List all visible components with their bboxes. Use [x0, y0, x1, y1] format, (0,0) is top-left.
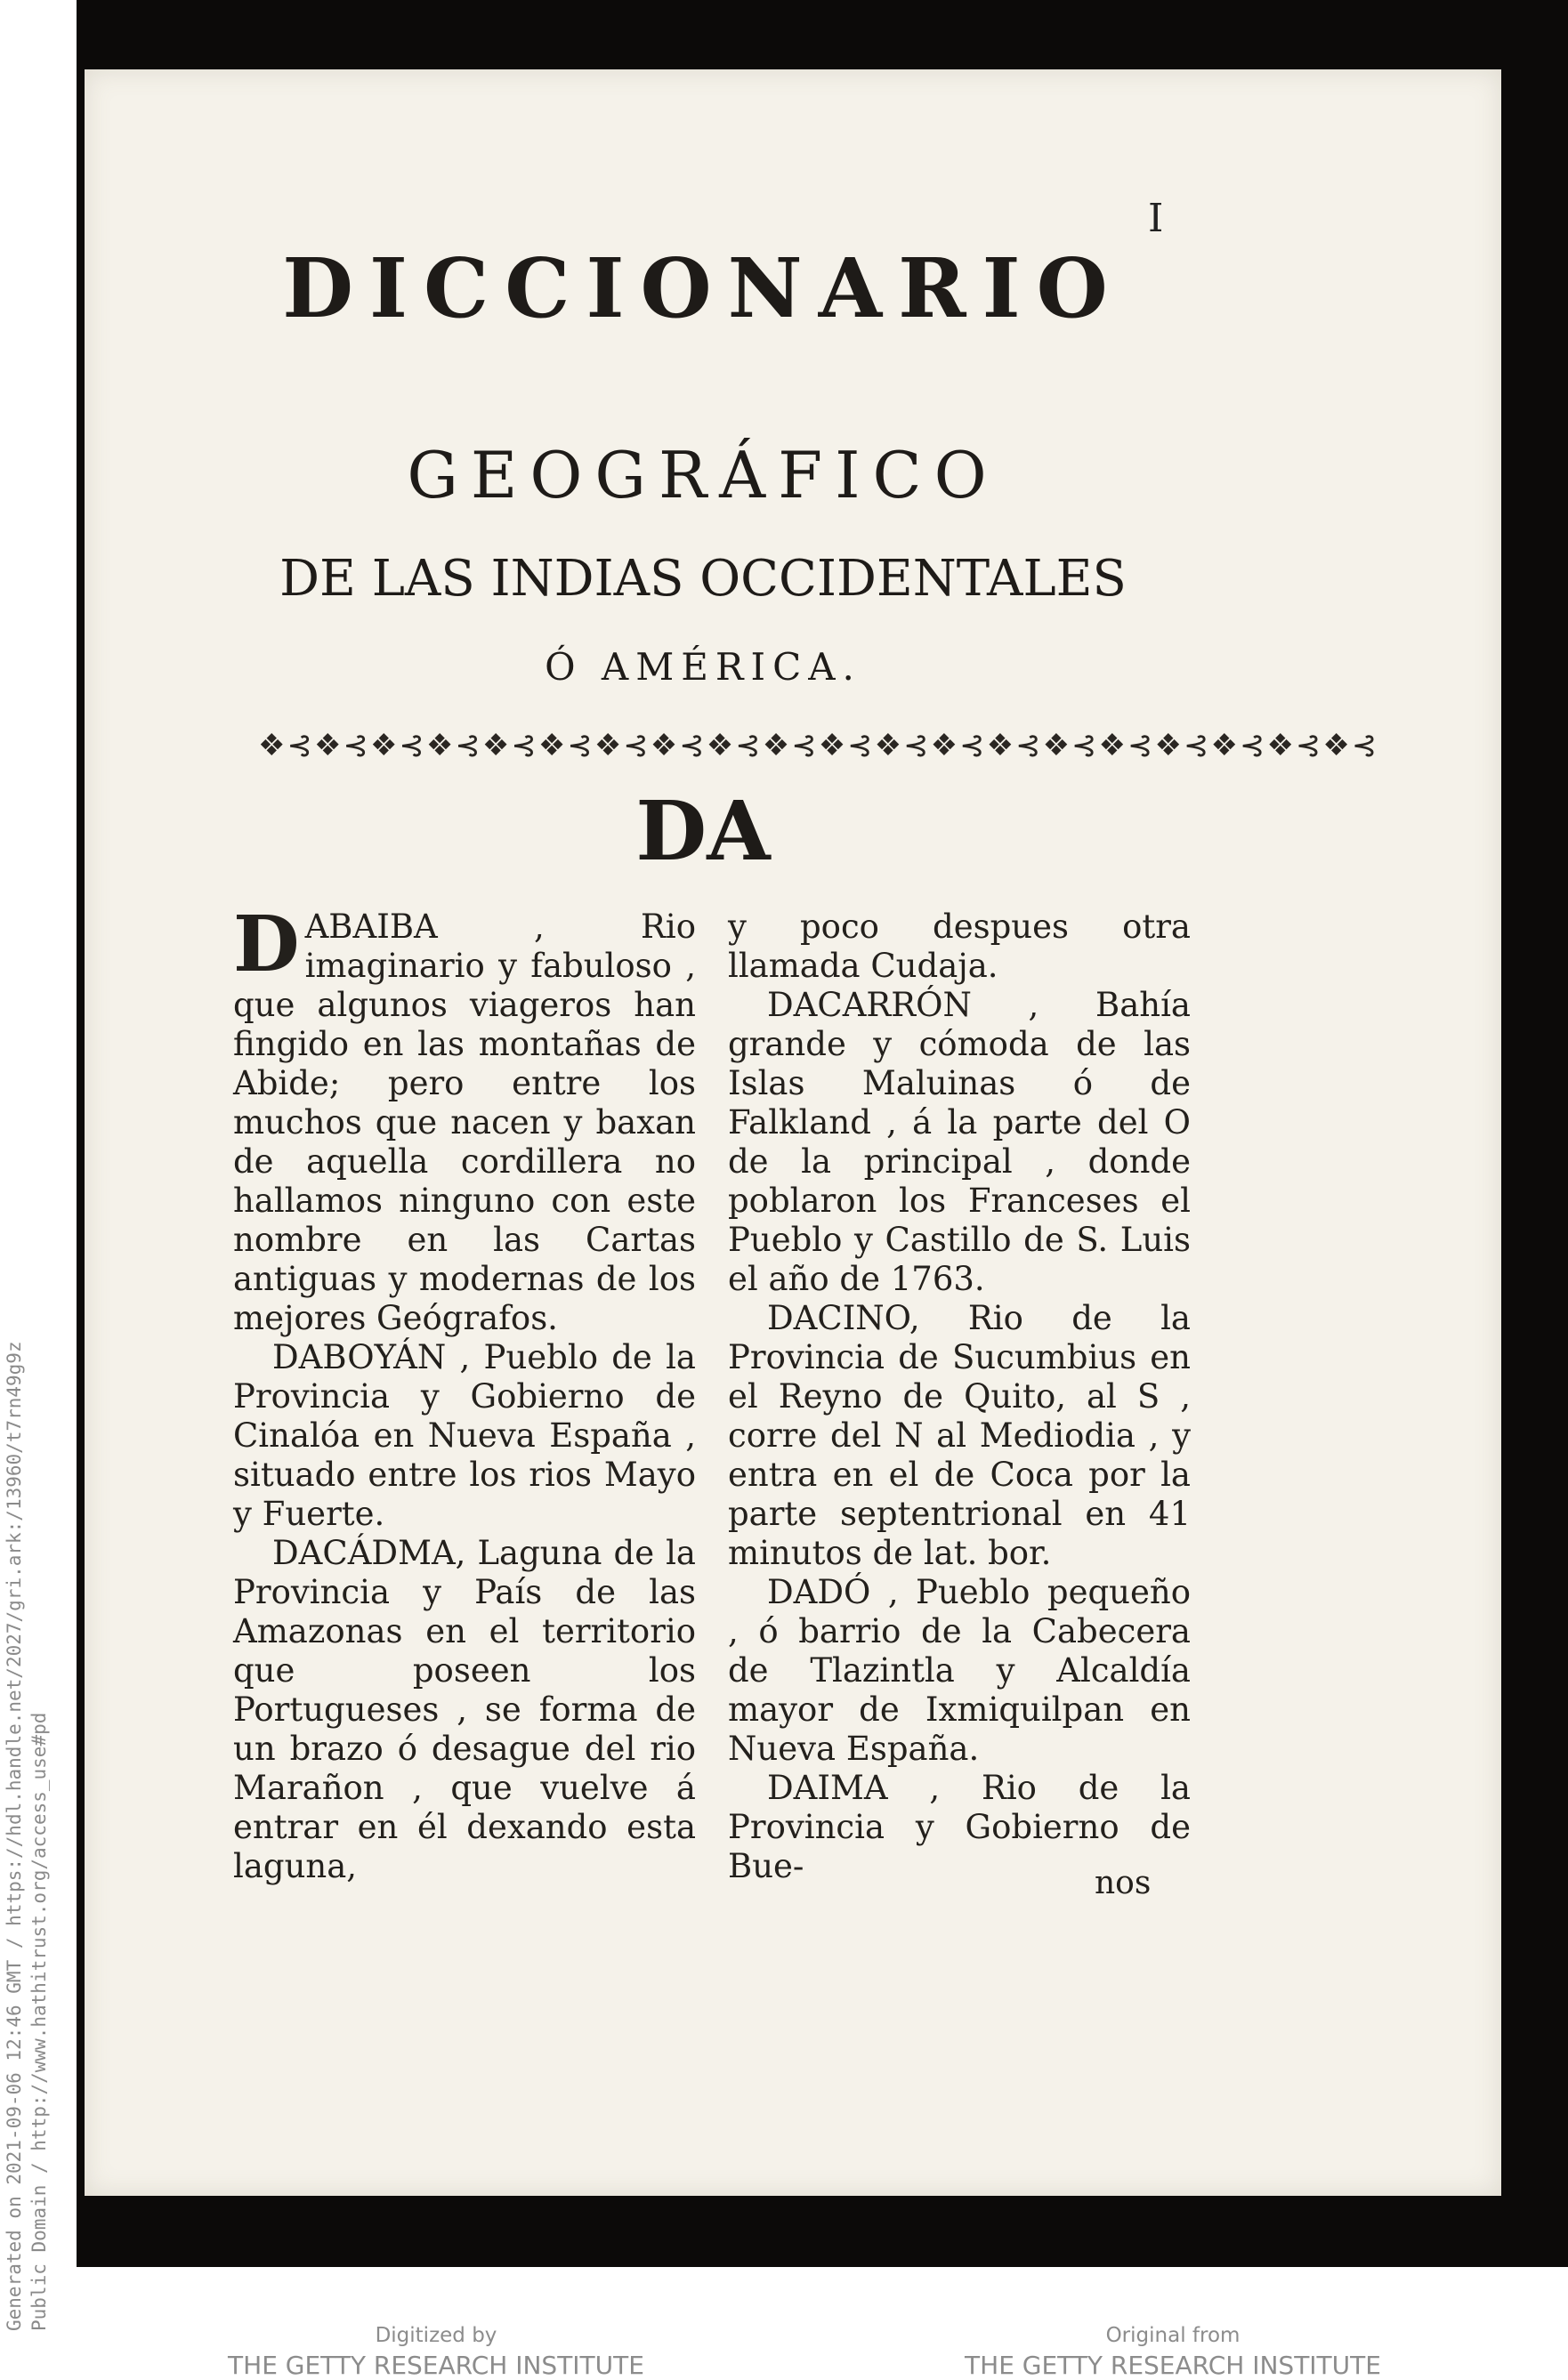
catchword: nos: [1095, 1865, 1152, 1901]
drop-cap: D: [233, 900, 300, 989]
footer-digitized: Digitized by THE GETTY RESEARCH INSTITUTE: [228, 2324, 644, 2380]
right-column: [728, 908, 1191, 1886]
entry-dado: DADÓ , Pueblo pequeño , ó barrio de la Cabecera de Tlazintla y Alcaldía mayor de Ixmiquilpan en Nueva España.: [728, 1573, 1191, 1768]
entry-daboyan: DABOYÁN , Pueblo de la Provincia y Gobierno de Cinalóa en Nueva España , situado entre los rios Mayo y Fuerte.: [233, 1338, 696, 1533]
entry-dacadma: DACÁDMA, Laguna de la Provincia y País de las Amazonas en el territorio que poseen los Portugueses , se forma de un brazo ó desague del rio Marañon , que vuelve á entrar en él dexando esta laguna,: [233, 1534, 696, 1885]
entry-daima: DAIMA , Rio de la Provincia y Gobierno de Bue-: [728, 1769, 1191, 1885]
entry-dacarron: DACARRÓN , Bahía grande y cómoda de las Islas Maluinas ó de Falkland , á la parte del O de la principal , donde poblaron los Franceses el Pueblo y Castillo de S. Luis el año de 1763.: [728, 986, 1191, 1298]
title-line-1: DICCIONARIO: [282, 240, 1124, 336]
ornament-divider: ❖⊰❖⊰❖⊰❖⊰❖⊰❖⊰❖⊰❖⊰❖⊰❖⊰❖⊰❖⊰❖⊰❖⊰❖⊰❖⊰❖⊰❖⊰❖⊰❖⊰: [258, 728, 1379, 763]
footer-original: Original from THE GETTY RESEARCH INSTITUTE: [965, 2324, 1381, 2380]
title-line-4: Ó AMÉRICA.: [545, 645, 861, 689]
generation-note: Generated on 2021-09-06 12:46 GMT / https://hdl.handle.net/2027/gri.ark:/13960/t7rn49g9z Public Domain / http://www.hathitrust.org/access_use#pd: [4, 1341, 50, 2331]
title-line-3: DE LAS INDIAS OCCIDENTALES: [279, 550, 1127, 608]
entry-dacino: DACINO, Rio de la Provincia de Sucumbius en el Reyno de Quito, al S , corre del N al Mediodia , y entra en el de Coca por la parte septentrional en 41 minutos de lat. bor.: [728, 1299, 1191, 1572]
page-number: I: [1148, 196, 1164, 241]
entry-continuation: y poco despues otra llamada Cudaja.: [728, 908, 1191, 985]
section-heading: DA: [635, 783, 771, 879]
left-column: [233, 900, 696, 1886]
title-line-2: GEOGRÁFICO: [407, 438, 999, 512]
entry-dabaiba: DABAIBA , Rio imaginario y fabuloso , que algunos viageros han fingido en las montañas de Abide; pero entre los muchos que nacen y baxan de aquella cordillera no hallamos ninguno con este nombre en las Cartas antiguas y modernas de los mejores Geógrafos.: [233, 900, 696, 1337]
